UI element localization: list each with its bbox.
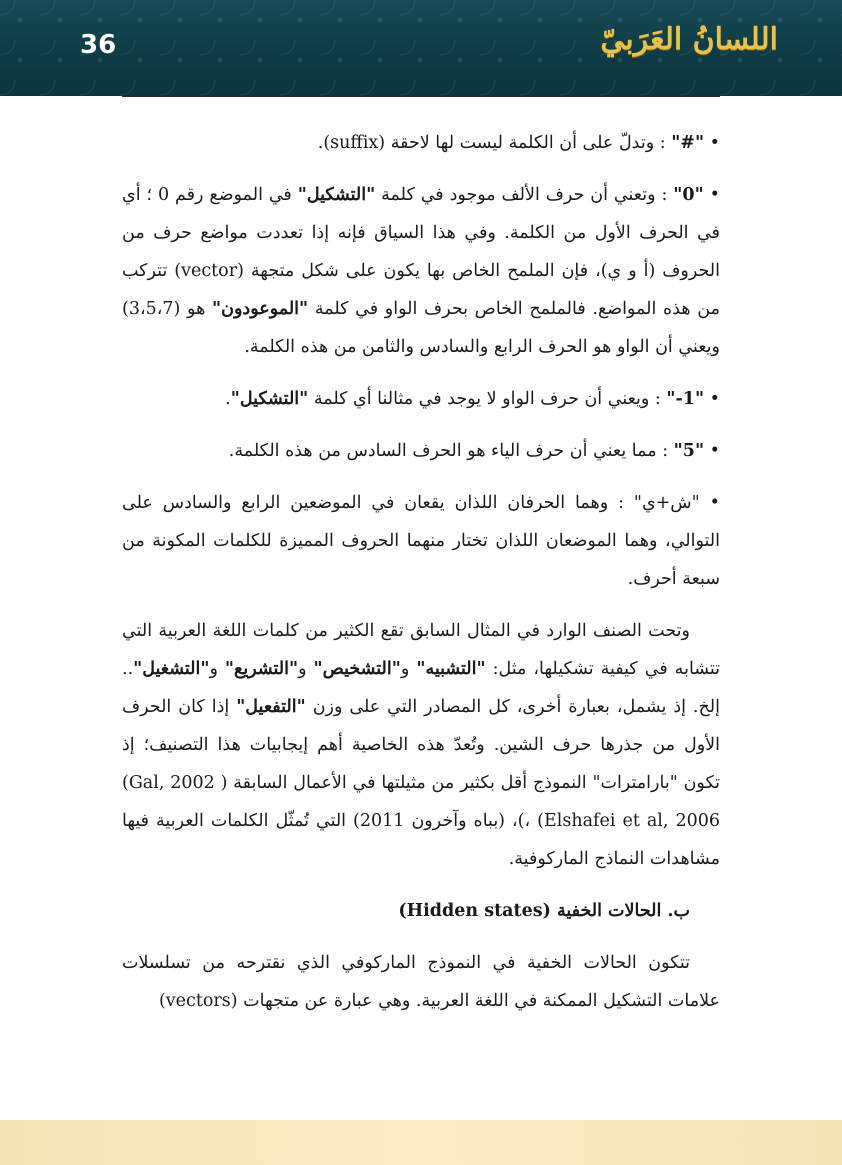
paragraph-hidden-states: تتكون الحالات الخفية في النموذج الماركوفي الذي نقترحه من تسلسلات علامات التشكيل الممكنة في اللغة العربية. وهي عبارة عن متجهات (vectors) <box>122 953 720 1011</box>
bullet-icon: • <box>709 441 720 461</box>
page-header <box>0 0 842 96</box>
bullet-icon: • <box>709 389 720 409</box>
bullet-icon: • <box>709 185 720 205</box>
paragraph-examples: وتحت الصنف الوارد في المثال السابق تقع الكثير من كلمات اللغة العربية التي تتشابه في كيفية تشكيلها، مثل: "التشبيه" و"التشخيص" و"التشريع" و"التشغيل".. إلخ. إذ يشمل، بعبارة أخرى، كل المصادر التي على وزن "التفعيل" إذا كان الحرف الأول من جذرها حرف الشين. وتُعدّ هذه الخاصية أهم إيجابيات هذا التصنيف؛ إذ تكون "بارامترات" النموذج أقل بكثير من مثيلتها في الأعمال السابقة ( (Gal, 2002 ، (Elshafei et al, 2006)، (بباه وآخرون 2011) التي تُمثّل الكلمات العربية فيها مشاهدات النماذج الماركوفية. <box>122 621 721 869</box>
header-rule <box>122 96 720 97</box>
bullet-shin-ya: • "ش+ي" : وهما الحرفان اللذان يقعان في الموضعين الرابع والسادس على التوالي، وهما الموضعان اللذان تختار منهما الحروف المميزة للكلمات المكونة من سبعة أحرف. <box>122 493 720 589</box>
bullet-icon: • <box>709 493 720 513</box>
page-number: 36 <box>80 30 117 60</box>
bullet-zero: • "0" : وتعني أن حرف الألف موجود في كلمة "التشكيل" في الموضع رقم 0 ؛ أي في الحرف الأول من الكلمة. وفي هذا السياق فإنه إذا تعددت مواضع حرف من الحروف (أ و ي)، فإن الملمح الخاص بها يكون على شكل متجهة (vector) تتركب من هذه المواضع. فالملمح الخاص بحرف الواو في كلمة "الموعودون" هو (3،5،7) ويعني أن الواو هو الحرف الرابع والسادس والثامن من هذه الكلمة. <box>122 185 720 357</box>
journal-logo: اللسانُ العَرَبيّ <box>600 22 778 57</box>
article-body <box>122 124 720 1034</box>
bullet-minus-one: • "1-" : ويعني أن حرف الواو لا يوجد في مثالنا أي كلمة "التشكيل". <box>225 389 720 409</box>
footer-band <box>0 1120 842 1165</box>
bullet-suffix: • "#" : وتدلّ على أن الكلمة ليست لها لاحقة (suffix). <box>317 133 720 153</box>
section-heading-hidden-states: ب. الحالات الخفية (Hidden states) <box>398 901 690 921</box>
bullet-icon: • <box>709 133 720 153</box>
bullet-five: • "5" : مما يعني أن حرف الياء هو الحرف السادس من هذه الكلمة. <box>228 441 720 461</box>
